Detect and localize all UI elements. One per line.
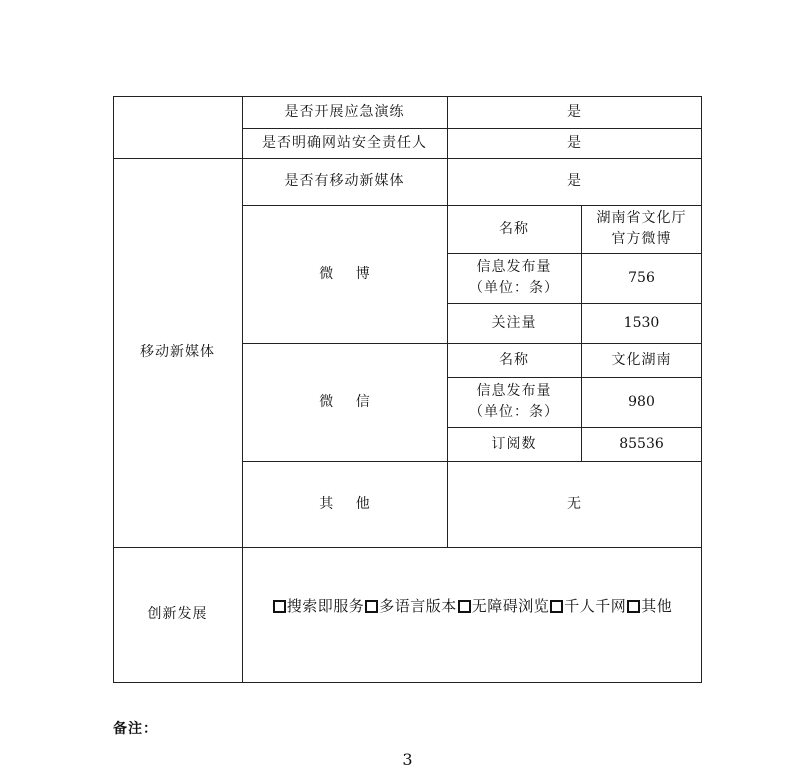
- weibo-posts-value: 756: [628, 269, 655, 286]
- innovation-option-label: 千人千网: [564, 596, 627, 615]
- checkbox-icon[interactable]: [458, 600, 471, 613]
- other-value: 无: [567, 495, 582, 512]
- weibo-name-label: 名称: [499, 220, 529, 237]
- innovation-option-label: 无障碍浏览: [471, 596, 550, 615]
- innovation-option[interactable]: [272, 596, 365, 617]
- innovation-option[interactable]: [626, 596, 672, 617]
- table-border: [113, 682, 702, 683]
- innovation-option[interactable]: [549, 596, 626, 617]
- weibo-label: [242, 205, 447, 343]
- owner-label: 是否明确网站安全责任人: [262, 134, 427, 151]
- checkbox-icon[interactable]: [273, 600, 286, 613]
- innovation-option-label: 搜索即服务: [286, 596, 365, 615]
- wechat-posts-label-line1: 信息发布量: [476, 383, 552, 399]
- drill-value: 是: [567, 103, 582, 120]
- innovation-options: [242, 547, 702, 665]
- wechat-label: [242, 343, 447, 461]
- weibo-posts-label-line1: 信息发布量: [476, 259, 552, 275]
- innovation-option[interactable]: [457, 596, 550, 617]
- page-number: 3: [402, 750, 413, 769]
- wechat-name-label: 名称: [499, 351, 529, 368]
- checkbox-icon[interactable]: [627, 600, 640, 613]
- innovation-option-label: 其他: [641, 596, 673, 615]
- owner-value: 是: [567, 134, 582, 151]
- weibo-posts-label-line2: （单位：条）: [469, 280, 559, 296]
- innovation-option[interactable]: [364, 596, 457, 617]
- checkbox-icon[interactable]: [550, 600, 563, 613]
- notes-label: 备注：: [113, 721, 158, 737]
- wechat-subscribers-label: 订阅数: [491, 435, 537, 452]
- weibo-followers-value: 1530: [623, 314, 660, 331]
- other-label-text: 其 他: [319, 495, 370, 512]
- other-label: [242, 461, 447, 547]
- has-mobile-label: 是否有移动新媒体: [284, 173, 405, 189]
- wechat-posts-label: [447, 377, 581, 427]
- weibo-label-text: 微 博: [319, 265, 370, 282]
- wechat-posts-label-line2: （单位：条）: [469, 404, 559, 420]
- innovation-label: 创新发展: [147, 606, 208, 622]
- wechat-name-value: 文化湖南: [611, 351, 672, 368]
- weibo-posts-label: [447, 253, 581, 303]
- wechat-label-text: 微 信: [319, 393, 370, 410]
- wechat-subscribers-value: 85536: [619, 435, 664, 452]
- checkbox-icon[interactable]: [365, 600, 378, 613]
- wechat-posts-value: 980: [628, 393, 655, 410]
- weibo-followers-label: 关注量: [491, 314, 537, 331]
- has-mobile-value: 是: [567, 173, 582, 189]
- weibo-name-value: [581, 205, 702, 253]
- weibo-name-line2: 官方微博: [611, 231, 672, 247]
- weibo-name-line1: 湖南省文化厅: [596, 210, 687, 226]
- innovation-option-label: 多语言版本: [379, 596, 457, 615]
- mobile-section-label: 移动新媒体: [140, 344, 215, 360]
- drill-label: 是否开展应急演练: [284, 103, 405, 120]
